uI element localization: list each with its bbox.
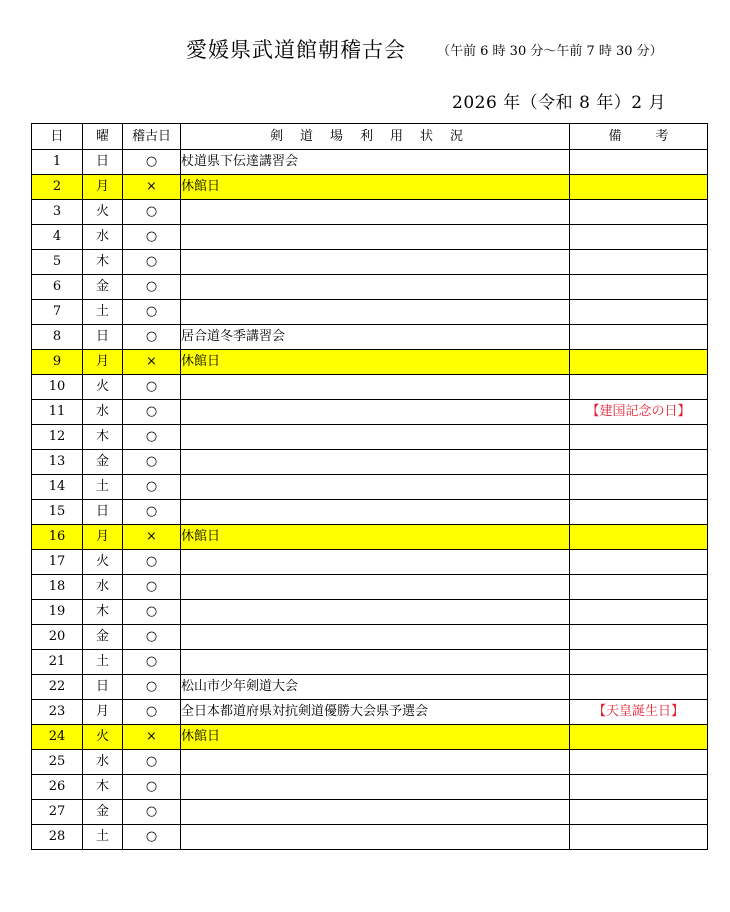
table-row [32,575,708,600]
practice-hours: （午前 6 時 30 分～午前 7 時 30 分） [437,44,663,59]
table-row [32,425,708,450]
table-row [32,275,708,300]
table-row [32,175,708,200]
note-cell [570,650,708,675]
practice-mark-cell: ○ [123,225,181,250]
practice-mark-cell: × [123,725,181,750]
table-row [32,775,708,800]
usage-cell: 杖道県下伝達講習会 [181,150,570,175]
usage-cell [181,550,570,575]
day-cell: 13 [32,450,83,475]
note-cell [570,475,708,500]
note-cell [570,150,708,175]
note-cell [570,725,708,750]
weekday-cell: 日 [83,325,123,350]
day-cell: 3 [32,200,83,225]
note-cell: 【天皇誕生日】 [570,700,708,725]
note-cell [570,450,708,475]
weekday-cell: 水 [83,750,123,775]
day-cell: 9 [32,350,83,375]
table-row [32,650,708,675]
table-row [32,625,708,650]
note-cell [570,250,708,275]
practice-mark-cell: ○ [123,625,181,650]
usage-cell [181,225,570,250]
table-row [32,600,708,625]
table-row [32,250,708,275]
note-cell [570,525,708,550]
practice-mark-cell: × [123,350,181,375]
note-cell [570,675,708,700]
practice-mark-cell: ○ [123,575,181,600]
weekday-cell: 金 [83,800,123,825]
note-cell [570,325,708,350]
table-row [32,150,708,175]
usage-cell [181,750,570,775]
table-row [32,450,708,475]
practice-mark-cell: ○ [123,700,181,725]
weekday-cell: 月 [83,175,123,200]
practice-mark-cell: ○ [123,450,181,475]
practice-mark-cell: ○ [123,200,181,225]
note-cell [570,425,708,450]
month-label: 2026 年（令和 8 年）2 月 [452,93,667,113]
weekday-cell: 月 [83,525,123,550]
day-cell: 24 [32,725,83,750]
note-cell [570,750,708,775]
table-row [32,725,708,750]
weekday-cell: 土 [83,650,123,675]
usage-cell [181,450,570,475]
practice-mark-cell: ○ [123,750,181,775]
practice-mark-cell: ○ [123,825,181,850]
practice-mark-cell: ○ [123,475,181,500]
table-row [32,500,708,525]
day-cell: 25 [32,750,83,775]
table-row [32,525,708,550]
usage-cell: 松山市少年剣道大会 [181,675,570,700]
table-row [32,550,708,575]
note-cell: 【建国記念の日】 [570,400,708,425]
weekday-cell: 月 [83,700,123,725]
day-cell: 7 [32,300,83,325]
day-cell: 12 [32,425,83,450]
practice-mark-cell: ○ [123,250,181,275]
table-row [32,400,708,425]
weekday-cell: 金 [83,450,123,475]
usage-cell [181,200,570,225]
day-cell: 10 [32,375,83,400]
note-cell [570,350,708,375]
practice-mark-cell: ○ [123,275,181,300]
usage-cell [181,500,570,525]
note-cell [570,300,708,325]
weekday-cell: 火 [83,550,123,575]
usage-cell: 全日本都道府県対抗剣道優勝大会県予選会 [181,700,570,725]
weekday-cell: 日 [83,500,123,525]
usage-cell: 休館日 [181,525,570,550]
usage-cell [181,775,570,800]
col-header-weekday: 曜 [83,124,123,150]
day-cell: 19 [32,600,83,625]
practice-mark-cell: ○ [123,550,181,575]
header-row [32,124,708,150]
day-cell: 4 [32,225,83,250]
col-header-practice: 稽古日 [123,124,181,150]
schedule-body [32,150,708,850]
practice-mark-cell: ○ [123,675,181,700]
practice-mark-cell: × [123,175,181,200]
weekday-cell: 木 [83,425,123,450]
usage-cell [181,800,570,825]
day-cell: 23 [32,700,83,725]
usage-cell: 休館日 [181,175,570,200]
note-cell [570,375,708,400]
day-cell: 20 [32,625,83,650]
table-row [32,700,708,725]
note-cell [570,575,708,600]
usage-cell [181,300,570,325]
practice-mark-cell: ○ [123,375,181,400]
practice-mark-cell: ○ [123,500,181,525]
usage-cell [181,400,570,425]
usage-cell: 休館日 [181,725,570,750]
day-cell: 18 [32,575,83,600]
day-cell: 22 [32,675,83,700]
practice-mark-cell: ○ [123,775,181,800]
practice-mark-cell: ○ [123,150,181,175]
day-cell: 5 [32,250,83,275]
table-row [32,325,708,350]
page-title: 愛媛県武道館朝稽古会 [186,38,406,62]
weekday-cell: 水 [83,575,123,600]
weekday-cell: 日 [83,675,123,700]
table-row [32,750,708,775]
day-cell: 8 [32,325,83,350]
table-row [32,225,708,250]
col-header-usage: 剣道場利用状況 [181,124,570,150]
weekday-cell: 土 [83,825,123,850]
usage-cell [181,375,570,400]
weekday-cell: 金 [83,275,123,300]
note-cell [570,550,708,575]
day-cell: 21 [32,650,83,675]
usage-cell [181,475,570,500]
weekday-cell: 木 [83,600,123,625]
note-cell [570,825,708,850]
usage-cell: 休館日 [181,350,570,375]
table-row [32,475,708,500]
schedule-table [31,123,708,850]
day-cell: 11 [32,400,83,425]
usage-cell [181,425,570,450]
weekday-cell: 月 [83,350,123,375]
note-cell [570,275,708,300]
practice-mark-cell: ○ [123,650,181,675]
usage-cell [181,250,570,275]
note-cell [570,175,708,200]
weekday-cell: 木 [83,775,123,800]
day-cell: 17 [32,550,83,575]
usage-cell: 居合道冬季講習会 [181,325,570,350]
day-cell: 14 [32,475,83,500]
table-row [32,200,708,225]
table-row [32,300,708,325]
weekday-cell: 土 [83,475,123,500]
day-cell: 28 [32,825,83,850]
weekday-cell: 水 [83,400,123,425]
practice-mark-cell: × [123,525,181,550]
weekday-cell: 火 [83,725,123,750]
practice-mark-cell: ○ [123,325,181,350]
practice-mark-cell: ○ [123,300,181,325]
practice-mark-cell: ○ [123,400,181,425]
table-row [32,675,708,700]
day-cell: 2 [32,175,83,200]
table-row [32,825,708,850]
weekday-cell: 火 [83,200,123,225]
usage-cell [181,625,570,650]
table-row [32,350,708,375]
practice-mark-cell: ○ [123,425,181,450]
table-row [32,800,708,825]
usage-cell [181,650,570,675]
note-cell [570,225,708,250]
practice-mark-cell: ○ [123,800,181,825]
note-cell [570,800,708,825]
col-header-day: 日 [32,124,83,150]
table-row [32,375,708,400]
weekday-cell: 金 [83,625,123,650]
usage-cell [181,825,570,850]
practice-mark-cell: ○ [123,600,181,625]
usage-cell [181,275,570,300]
weekday-cell: 水 [83,225,123,250]
weekday-cell: 火 [83,375,123,400]
note-cell [570,600,708,625]
weekday-cell: 日 [83,150,123,175]
note-cell [570,200,708,225]
weekday-cell: 木 [83,250,123,275]
day-cell: 15 [32,500,83,525]
day-cell: 16 [32,525,83,550]
day-cell: 26 [32,775,83,800]
note-cell [570,625,708,650]
col-header-notes: 備考 [570,124,708,150]
note-cell [570,500,708,525]
usage-cell [181,600,570,625]
weekday-cell: 土 [83,300,123,325]
note-cell [570,775,708,800]
day-cell: 6 [32,275,83,300]
day-cell: 27 [32,800,83,825]
usage-cell [181,575,570,600]
day-cell: 1 [32,150,83,175]
